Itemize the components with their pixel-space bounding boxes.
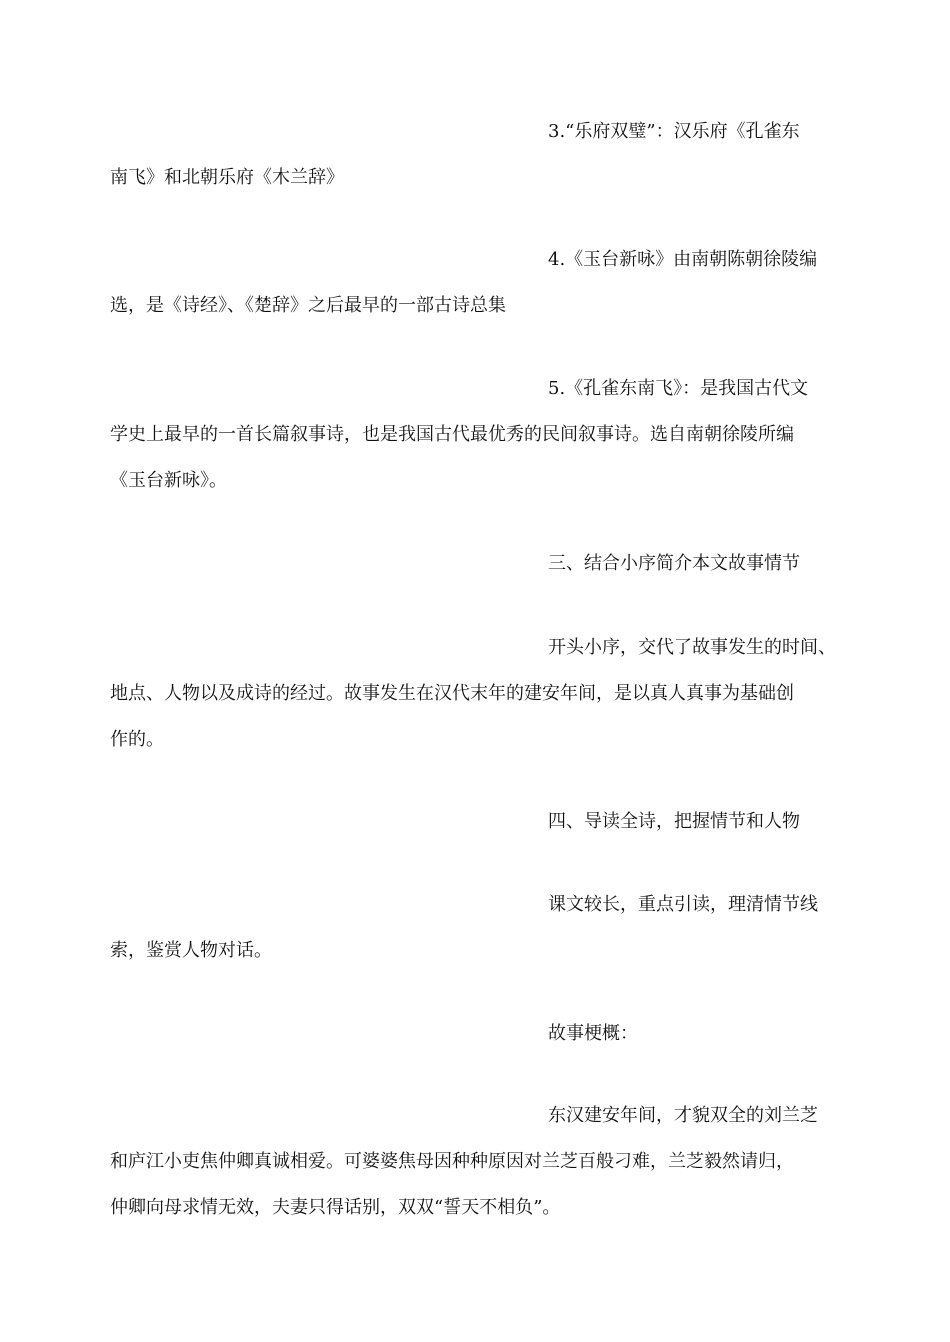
section-four-heading: [110, 799, 850, 845]
paragraph-yuefu-shuangbi: [110, 109, 850, 201]
paragraph-line: 地点、人物以及成诗的经过。故事发生在汉代末年的建安年间，是以真人真事为基础创: [110, 683, 794, 704]
paragraph-line: 课文较长，重点引读，理清情节线: [548, 894, 818, 915]
paragraph-line: 仲卿向母求情无效，夫妻只得话别，双双“誓天不相负”。: [110, 1197, 561, 1218]
paragraph-line: 开头小序，交代了故事发生的时间、: [548, 637, 836, 658]
paragraph-line: 4.《玉台新咏》由南朝陈朝徐陵编: [548, 249, 818, 270]
paragraph-xiaoxu: [110, 625, 850, 763]
paragraph-line: 南飞》和北朝乐府《木兰辞》: [110, 167, 344, 188]
paragraph-line: 3.“乐府双璧”：汉乐府《孔雀东: [548, 121, 800, 142]
paragraph-yutai-xinyong: [110, 237, 850, 329]
heading-line: 故事梗概：: [548, 1023, 638, 1044]
heading-line: 三、结合小序简介本文故事情节: [548, 553, 800, 574]
paragraph-kewen: [110, 882, 850, 974]
paragraph-line: 学史上最早的一首长篇叙事诗，也是我国古代最优秀的民间叙事诗。选自南朝徐陵所编: [110, 424, 794, 445]
paragraph-line: 《玉台新咏》。: [110, 470, 227, 491]
heading-line: 四、导读全诗，把握情节和人物: [548, 811, 800, 832]
paragraph-kongque-intro: [110, 366, 850, 504]
paragraph-line: 选，是《诗经》、《楚辞》之后最早的一部古诗总集: [110, 295, 506, 316]
paragraph-line: 作的。: [110, 729, 164, 750]
section-three-heading: [110, 541, 850, 587]
paragraph-line: 和庐江小吏焦仲卿真诚相爱。可婆婆焦母因种种原因对兰芝百般刁难，兰芝毅然请归，: [110, 1151, 794, 1172]
paragraph-line: 5.《孔雀东南飞》：是我国古代文: [548, 378, 809, 399]
gushi-gengai-heading: [110, 1011, 850, 1057]
paragraph-line: 索，鉴赏人物对话。: [110, 940, 272, 961]
paragraph-gushi-gengai: [110, 1093, 850, 1231]
paragraph-line: 东汉建安年间，才貌双全的刘兰芝: [548, 1105, 818, 1126]
